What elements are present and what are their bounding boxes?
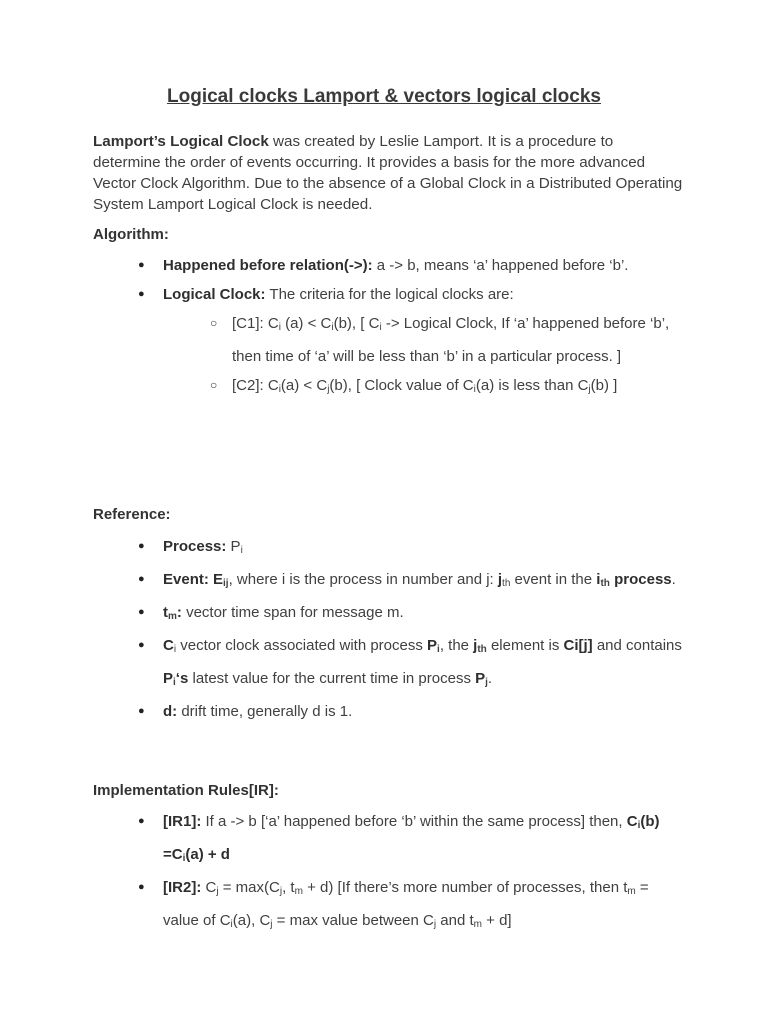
algorithm-heading: Algorithm:: [93, 226, 169, 243]
bold-term: :: [176, 604, 182, 621]
text: C: [201, 879, 217, 896]
formula: (a) + d: [185, 846, 230, 863]
bold-term: Ci[j]: [563, 637, 593, 654]
algorithm-list: [93, 251, 683, 404]
subscript: j: [327, 384, 330, 395]
item-label: Event: E: [163, 571, 224, 588]
text: vector time span for message m.: [181, 604, 404, 621]
item-label: Logical Clock:: [163, 286, 266, 303]
text: = max value between C: [272, 912, 434, 929]
text: -> Logical Clock, If ‘a’ happened before ‘b’, then time of ‘a’ will be less than ‘b’ in a particular process. ]: [232, 315, 670, 365]
implementation-heading: Implementation Rules[IR]:: [93, 782, 279, 799]
list-item-logical-clock: [93, 280, 683, 404]
item-label: d:: [163, 703, 178, 720]
text: event in the: [510, 571, 597, 588]
bold-term: P: [475, 670, 486, 687]
subscript: j: [588, 384, 591, 395]
subscript: m: [473, 919, 482, 930]
subscript: i: [379, 322, 382, 333]
bold-term: j: [473, 637, 478, 654]
list-item-ir2: [93, 873, 683, 939]
list-item-drift: [93, 697, 683, 726]
page-title: Logical clocks Lamport & vectors logical clocks: [167, 86, 601, 107]
criteria-list: [163, 309, 683, 404]
text: (b), [ C: [333, 315, 380, 332]
subscript: m: [294, 886, 303, 897]
text: (a) < C: [280, 315, 332, 332]
intro-text: was created by Leslie Lamport. It is a procedure to determine the order of events occurring. It provides a basis for the more advanced Vector Clock Algorithm. Due to the absence of a Global Clock in a Distributed Operating System Lamport Logical Clock is needed.: [93, 133, 683, 213]
formula: C: [626, 813, 638, 830]
subscript: i: [331, 322, 334, 333]
implementation-list: [93, 807, 683, 939]
text: , the: [439, 637, 474, 654]
bold-term: t: [163, 604, 168, 621]
list-item-tm: [93, 598, 683, 631]
bold-term: P: [163, 670, 174, 687]
text: + d]: [481, 912, 512, 929]
subscript: j: [279, 886, 283, 897]
text: and contains: [592, 637, 682, 654]
intro-bold-term: Lamport’s Logical Clock: [93, 133, 269, 150]
text: [C1]: C: [232, 315, 279, 332]
text: and t: [436, 912, 474, 929]
text: [C2]: C: [232, 377, 279, 394]
subscript: i: [173, 677, 176, 688]
subscript: m: [627, 886, 636, 897]
text: (a), C: [232, 912, 271, 929]
text: (b), [ Clock value of C: [329, 377, 474, 394]
list-item-process: [93, 532, 683, 565]
list-item-happened-before: [93, 251, 683, 280]
item-label: [IR2]:: [163, 879, 202, 896]
bold-term: process: [614, 571, 672, 588]
text: .: [671, 571, 676, 588]
text: drift time, generally d is 1.: [177, 703, 353, 720]
formula: (b) =C: [163, 813, 660, 863]
text: vector clock associated with process: [176, 637, 428, 654]
list-item-ci: [93, 631, 683, 697]
bold-term: j: [497, 571, 503, 588]
subscript: j: [216, 886, 219, 897]
text: If a -> b [‘a’ happened before ‘b’ within the same process] then,: [201, 813, 627, 830]
reference-list: [93, 532, 683, 726]
subscript: i: [230, 919, 233, 930]
subscript: i: [173, 644, 177, 655]
criteria-c1: [163, 309, 683, 371]
list-item-event: [93, 565, 683, 598]
intro-paragraph: [93, 131, 683, 215]
text: , where i is the process in number and j:: [228, 571, 498, 588]
text: (a) < C: [280, 377, 328, 394]
text: = value of C: [163, 879, 649, 929]
criteria-c2: [163, 371, 683, 404]
bold-term: C: [163, 637, 174, 654]
item-label: [IR1]:: [163, 813, 202, 830]
subscript: i: [637, 820, 641, 831]
item-label: Process:: [163, 538, 227, 555]
subscript: ij: [223, 578, 229, 589]
subscript: i: [182, 853, 186, 864]
subscript: i: [278, 322, 281, 333]
text: (b) ]: [590, 377, 618, 394]
list-item-ir1: [93, 807, 683, 873]
subscript: i: [473, 384, 476, 395]
item-text: a -> b, means ‘a’ happened before ‘b’.: [372, 257, 629, 274]
subscript: i: [278, 384, 281, 395]
text: (a) is less than C: [475, 377, 589, 394]
subscript: j: [270, 919, 273, 930]
subscript: j: [485, 677, 488, 688]
subscript: i: [437, 644, 440, 655]
bold-term: P: [427, 637, 438, 654]
text: latest value for the current time in process: [188, 670, 476, 687]
text: .: [487, 670, 493, 687]
text: P: [226, 538, 241, 555]
bold-term: ‘s: [175, 670, 189, 687]
subscript: m: [168, 611, 177, 622]
text: = max(C: [218, 879, 280, 896]
text: + d) [If there’s more number of processes, then t: [302, 879, 628, 896]
subscript: th: [502, 578, 511, 589]
reference-heading: Reference:: [93, 506, 171, 523]
subscript: j: [433, 919, 437, 930]
item-text: The criteria for the logical clocks are:: [265, 286, 514, 303]
subscript: i: [240, 545, 243, 556]
subscript: th: [600, 578, 610, 589]
item-label: Happened before relation(->):: [163, 257, 373, 274]
subscript: th: [477, 644, 487, 655]
text: , t: [282, 879, 295, 896]
text: element is: [486, 637, 564, 654]
bold-term: i: [596, 571, 601, 588]
